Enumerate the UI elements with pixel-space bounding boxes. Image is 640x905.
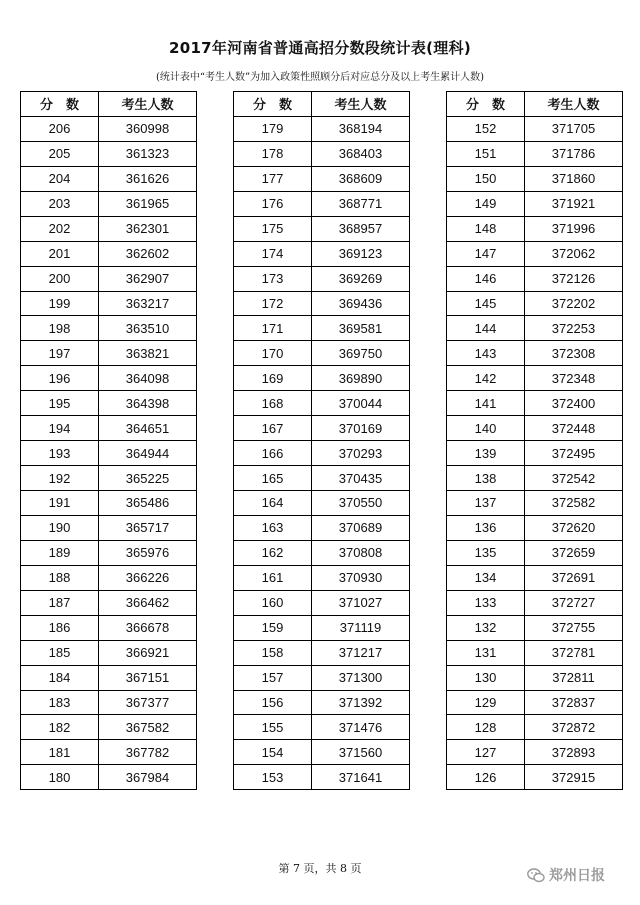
candidate-count-cell: 372582 bbox=[525, 491, 623, 516]
score-cell: 201 bbox=[21, 241, 99, 266]
table-row bbox=[447, 715, 623, 740]
header-score: 分 数 bbox=[234, 92, 312, 117]
score-cell: 198 bbox=[21, 316, 99, 341]
candidate-count-cell: 372253 bbox=[525, 316, 623, 341]
score-cell: 143 bbox=[447, 341, 525, 366]
table-row bbox=[21, 690, 197, 715]
candidate-count-cell: 371921 bbox=[525, 191, 623, 216]
candidate-count-cell: 372872 bbox=[525, 715, 623, 740]
table-row bbox=[234, 565, 410, 590]
score-cell: 141 bbox=[447, 391, 525, 416]
score-cell: 136 bbox=[447, 515, 525, 540]
score-cell: 154 bbox=[234, 740, 312, 765]
table-row bbox=[21, 366, 197, 391]
candidate-count-cell: 371560 bbox=[312, 740, 410, 765]
score-cell: 129 bbox=[447, 690, 525, 715]
score-cell: 137 bbox=[447, 491, 525, 516]
candidate-count-cell: 372893 bbox=[525, 740, 623, 765]
candidate-count-cell: 364098 bbox=[99, 366, 197, 391]
score-cell: 156 bbox=[234, 690, 312, 715]
score-cell: 133 bbox=[447, 590, 525, 615]
candidate-count-cell: 371786 bbox=[525, 141, 623, 166]
score-cell: 126 bbox=[447, 765, 525, 790]
candidate-count-cell: 370689 bbox=[312, 515, 410, 540]
score-cell: 166 bbox=[234, 441, 312, 466]
score-cell: 174 bbox=[234, 241, 312, 266]
score-cell: 206 bbox=[21, 116, 99, 141]
candidate-count-cell: 371996 bbox=[525, 216, 623, 241]
score-cell: 135 bbox=[447, 540, 525, 565]
table-row bbox=[447, 540, 623, 565]
table-row bbox=[21, 665, 197, 690]
table-row bbox=[447, 341, 623, 366]
table-header-row bbox=[234, 92, 410, 117]
table-row bbox=[447, 241, 623, 266]
candidate-count-cell: 372781 bbox=[525, 640, 623, 665]
table-row bbox=[234, 241, 410, 266]
table-row bbox=[21, 441, 197, 466]
score-cell: 182 bbox=[21, 715, 99, 740]
score-cell: 194 bbox=[21, 416, 99, 441]
score-cell: 181 bbox=[21, 740, 99, 765]
table-row bbox=[21, 216, 197, 241]
table-row bbox=[447, 391, 623, 416]
table-row bbox=[21, 316, 197, 341]
table-row bbox=[447, 416, 623, 441]
score-cell: 170 bbox=[234, 341, 312, 366]
table-row bbox=[21, 715, 197, 740]
candidate-count-cell: 370550 bbox=[312, 491, 410, 516]
table-header-row bbox=[447, 92, 623, 117]
candidate-count-cell: 369269 bbox=[312, 266, 410, 291]
candidate-count-cell: 372811 bbox=[525, 665, 623, 690]
candidate-count-cell: 370930 bbox=[312, 565, 410, 590]
candidate-count-cell: 372448 bbox=[525, 416, 623, 441]
header-score: 分 数 bbox=[447, 92, 525, 117]
candidate-count-cell: 362907 bbox=[99, 266, 197, 291]
score-cell: 138 bbox=[447, 466, 525, 491]
score-cell: 147 bbox=[447, 241, 525, 266]
score-cell: 163 bbox=[234, 515, 312, 540]
table-row bbox=[21, 416, 197, 441]
candidate-count-cell: 370435 bbox=[312, 466, 410, 491]
candidate-count-cell: 371217 bbox=[312, 640, 410, 665]
score-cell: 150 bbox=[447, 166, 525, 191]
candidate-count-cell: 363821 bbox=[99, 341, 197, 366]
table-row bbox=[447, 565, 623, 590]
score-cell: 151 bbox=[447, 141, 525, 166]
candidate-count-cell: 366226 bbox=[99, 565, 197, 590]
table-row bbox=[234, 590, 410, 615]
candidate-count-cell: 366921 bbox=[99, 640, 197, 665]
candidate-count-cell: 369123 bbox=[312, 241, 410, 266]
table-row bbox=[21, 116, 197, 141]
candidate-count-cell: 371119 bbox=[312, 615, 410, 640]
score-cell: 184 bbox=[21, 665, 99, 690]
table-row bbox=[234, 640, 410, 665]
candidate-count-cell: 372202 bbox=[525, 291, 623, 316]
score-cell: 199 bbox=[21, 291, 99, 316]
score-cell: 188 bbox=[21, 565, 99, 590]
candidate-count-cell: 364651 bbox=[99, 416, 197, 441]
score-cell: 195 bbox=[21, 391, 99, 416]
candidate-count-cell: 372755 bbox=[525, 615, 623, 640]
table-row bbox=[447, 266, 623, 291]
score-cell: 185 bbox=[21, 640, 99, 665]
candidate-count-cell: 363510 bbox=[99, 316, 197, 341]
table-row bbox=[234, 291, 410, 316]
score-cell: 200 bbox=[21, 266, 99, 291]
candidate-count-cell: 372837 bbox=[525, 690, 623, 715]
candidate-count-cell: 368771 bbox=[312, 191, 410, 216]
candidate-count-cell: 369890 bbox=[312, 366, 410, 391]
table-row bbox=[21, 740, 197, 765]
candidate-count-cell: 364944 bbox=[99, 441, 197, 466]
table-row bbox=[447, 141, 623, 166]
score-cell: 205 bbox=[21, 141, 99, 166]
table-row bbox=[234, 466, 410, 491]
table-row bbox=[21, 615, 197, 640]
table-row bbox=[234, 391, 410, 416]
table-row bbox=[21, 391, 197, 416]
candidate-count-cell: 361965 bbox=[99, 191, 197, 216]
table-row bbox=[447, 166, 623, 191]
candidate-count-cell: 372126 bbox=[525, 266, 623, 291]
score-cell: 191 bbox=[21, 491, 99, 516]
table-row bbox=[447, 366, 623, 391]
table-row bbox=[234, 166, 410, 191]
score-cell: 148 bbox=[447, 216, 525, 241]
candidate-count-cell: 361323 bbox=[99, 141, 197, 166]
table-row bbox=[447, 615, 623, 640]
score-cell: 167 bbox=[234, 416, 312, 441]
table-row bbox=[234, 515, 410, 540]
score-cell: 144 bbox=[447, 316, 525, 341]
candidate-count-cell: 371860 bbox=[525, 166, 623, 191]
score-table-2 bbox=[233, 91, 410, 790]
score-cell: 179 bbox=[234, 116, 312, 141]
table-row bbox=[21, 341, 197, 366]
score-cell: 159 bbox=[234, 615, 312, 640]
score-cell: 203 bbox=[21, 191, 99, 216]
candidate-count-cell: 372691 bbox=[525, 565, 623, 590]
score-cell: 189 bbox=[21, 540, 99, 565]
table-row bbox=[234, 116, 410, 141]
candidate-count-cell: 367151 bbox=[99, 665, 197, 690]
score-cell: 187 bbox=[21, 590, 99, 615]
score-table-3 bbox=[446, 91, 623, 790]
candidate-count-cell: 371300 bbox=[312, 665, 410, 690]
score-cell: 165 bbox=[234, 466, 312, 491]
score-cell: 130 bbox=[447, 665, 525, 690]
score-cell: 193 bbox=[21, 441, 99, 466]
candidate-count-cell: 367782 bbox=[99, 740, 197, 765]
score-cell: 175 bbox=[234, 216, 312, 241]
candidate-count-cell: 366678 bbox=[99, 615, 197, 640]
score-cell: 157 bbox=[234, 665, 312, 690]
candidate-count-cell: 372915 bbox=[525, 765, 623, 790]
table-row bbox=[234, 216, 410, 241]
table-row bbox=[21, 540, 197, 565]
candidate-count-cell: 368194 bbox=[312, 116, 410, 141]
score-cell: 202 bbox=[21, 216, 99, 241]
candidate-count-cell: 365976 bbox=[99, 540, 197, 565]
table-row bbox=[234, 141, 410, 166]
page-title: 2017年河南省普通高招分数段统计表(理科) bbox=[168, 39, 472, 57]
score-cell: 196 bbox=[21, 366, 99, 391]
score-cell: 178 bbox=[234, 141, 312, 166]
header-candidate-count: 考生人数 bbox=[99, 92, 197, 117]
score-cell: 172 bbox=[234, 291, 312, 316]
score-cell: 128 bbox=[447, 715, 525, 740]
table-row bbox=[234, 416, 410, 441]
score-cell: 131 bbox=[447, 640, 525, 665]
candidate-count-cell: 372308 bbox=[525, 341, 623, 366]
score-cell: 127 bbox=[447, 740, 525, 765]
candidate-count-cell: 371476 bbox=[312, 715, 410, 740]
score-cell: 155 bbox=[234, 715, 312, 740]
score-cell: 149 bbox=[447, 191, 525, 216]
candidate-count-cell: 369436 bbox=[312, 291, 410, 316]
table-row bbox=[21, 241, 197, 266]
table-row bbox=[21, 491, 197, 516]
score-cell: 197 bbox=[21, 341, 99, 366]
candidate-count-cell: 371392 bbox=[312, 690, 410, 715]
watermark-label: 郑州日报 bbox=[549, 868, 605, 884]
candidate-count-cell: 360998 bbox=[99, 116, 197, 141]
page-footer: 第 7 页，共 8 页 bbox=[278, 862, 362, 875]
candidate-count-cell: 371705 bbox=[525, 116, 623, 141]
score-cell: 183 bbox=[21, 690, 99, 715]
table-row bbox=[234, 740, 410, 765]
candidate-count-cell: 364398 bbox=[99, 391, 197, 416]
score-cell: 186 bbox=[21, 615, 99, 640]
candidate-count-cell: 363217 bbox=[99, 291, 197, 316]
candidate-count-cell: 371641 bbox=[312, 765, 410, 790]
table-row bbox=[234, 715, 410, 740]
candidate-count-cell: 362301 bbox=[99, 216, 197, 241]
candidate-count-cell: 372727 bbox=[525, 590, 623, 615]
score-cell: 146 bbox=[447, 266, 525, 291]
candidate-count-cell: 368403 bbox=[312, 141, 410, 166]
table-row bbox=[447, 316, 623, 341]
score-table-1 bbox=[20, 91, 197, 790]
candidate-count-cell: 367377 bbox=[99, 690, 197, 715]
score-cell: 190 bbox=[21, 515, 99, 540]
score-cell: 153 bbox=[234, 765, 312, 790]
score-cell: 139 bbox=[447, 441, 525, 466]
table-row bbox=[447, 665, 623, 690]
candidate-count-cell: 371027 bbox=[312, 590, 410, 615]
table-row bbox=[447, 441, 623, 466]
table-row bbox=[234, 765, 410, 790]
table-row bbox=[234, 341, 410, 366]
score-cell: 132 bbox=[447, 615, 525, 640]
header-score: 分 数 bbox=[21, 92, 99, 117]
table-row bbox=[447, 590, 623, 615]
candidate-count-cell: 370293 bbox=[312, 441, 410, 466]
score-cell: 177 bbox=[234, 166, 312, 191]
page-subtitle: (统计表中“考生人数”为加入政策性照顾分后对应总分及以上考生累计人数) bbox=[155, 72, 485, 83]
candidate-count-cell: 372348 bbox=[525, 366, 623, 391]
table-row bbox=[234, 441, 410, 466]
table-row bbox=[234, 266, 410, 291]
table-row bbox=[234, 366, 410, 391]
candidate-count-cell: 367582 bbox=[99, 715, 197, 740]
score-cell: 192 bbox=[21, 466, 99, 491]
table-row bbox=[447, 216, 623, 241]
table-row bbox=[21, 466, 197, 491]
candidate-count-cell: 366462 bbox=[99, 590, 197, 615]
score-cell: 140 bbox=[447, 416, 525, 441]
table-row bbox=[21, 565, 197, 590]
candidate-count-cell: 368609 bbox=[312, 166, 410, 191]
table-row bbox=[21, 291, 197, 316]
candidate-count-cell: 367984 bbox=[99, 765, 197, 790]
candidate-count-cell: 362602 bbox=[99, 241, 197, 266]
table-row bbox=[21, 765, 197, 790]
table-row bbox=[21, 590, 197, 615]
table-row bbox=[447, 191, 623, 216]
score-cell: 168 bbox=[234, 391, 312, 416]
table-row bbox=[234, 540, 410, 565]
score-cell: 161 bbox=[234, 565, 312, 590]
score-cell: 173 bbox=[234, 266, 312, 291]
table-row bbox=[234, 491, 410, 516]
candidate-count-cell: 372542 bbox=[525, 466, 623, 491]
candidate-count-cell: 370044 bbox=[312, 391, 410, 416]
table-row bbox=[447, 515, 623, 540]
candidate-count-cell: 372620 bbox=[525, 515, 623, 540]
score-cell: 145 bbox=[447, 291, 525, 316]
candidate-count-cell: 365225 bbox=[99, 466, 197, 491]
table-row bbox=[234, 665, 410, 690]
table-row bbox=[21, 191, 197, 216]
header-candidate-count: 考生人数 bbox=[525, 92, 623, 117]
candidate-count-cell: 369750 bbox=[312, 341, 410, 366]
score-cell: 169 bbox=[234, 366, 312, 391]
table-header-row bbox=[21, 92, 197, 117]
score-cell: 142 bbox=[447, 366, 525, 391]
candidate-count-cell: 369581 bbox=[312, 316, 410, 341]
candidate-count-cell: 368957 bbox=[312, 216, 410, 241]
table-row bbox=[447, 116, 623, 141]
score-cell: 171 bbox=[234, 316, 312, 341]
score-cell: 134 bbox=[447, 565, 525, 590]
table-row bbox=[21, 266, 197, 291]
table-row bbox=[447, 640, 623, 665]
candidate-count-cell: 372400 bbox=[525, 391, 623, 416]
table-row bbox=[21, 515, 197, 540]
score-cell: 158 bbox=[234, 640, 312, 665]
score-cell: 180 bbox=[21, 765, 99, 790]
candidate-count-cell: 361626 bbox=[99, 166, 197, 191]
table-row bbox=[234, 690, 410, 715]
table-row bbox=[447, 291, 623, 316]
header-candidate-count: 考生人数 bbox=[312, 92, 410, 117]
candidate-count-cell: 370808 bbox=[312, 540, 410, 565]
score-cell: 204 bbox=[21, 166, 99, 191]
table-row bbox=[21, 640, 197, 665]
wechat-icon bbox=[527, 868, 545, 883]
candidate-count-cell: 365486 bbox=[99, 491, 197, 516]
candidate-count-cell: 370169 bbox=[312, 416, 410, 441]
candidate-count-cell: 372495 bbox=[525, 441, 623, 466]
score-cell: 160 bbox=[234, 590, 312, 615]
score-cell: 176 bbox=[234, 191, 312, 216]
table-row bbox=[447, 740, 623, 765]
score-cell: 164 bbox=[234, 491, 312, 516]
candidate-count-cell: 365717 bbox=[99, 515, 197, 540]
table-row bbox=[21, 166, 197, 191]
table-row bbox=[234, 191, 410, 216]
table-row bbox=[21, 141, 197, 166]
candidate-count-cell: 372659 bbox=[525, 540, 623, 565]
table-row bbox=[234, 316, 410, 341]
table-row bbox=[447, 466, 623, 491]
candidate-count-cell: 372062 bbox=[525, 241, 623, 266]
table-row bbox=[447, 765, 623, 790]
table-row bbox=[447, 690, 623, 715]
table-row bbox=[234, 615, 410, 640]
score-cell: 152 bbox=[447, 116, 525, 141]
watermark bbox=[527, 865, 605, 885]
score-cell: 162 bbox=[234, 540, 312, 565]
table-row bbox=[447, 491, 623, 516]
